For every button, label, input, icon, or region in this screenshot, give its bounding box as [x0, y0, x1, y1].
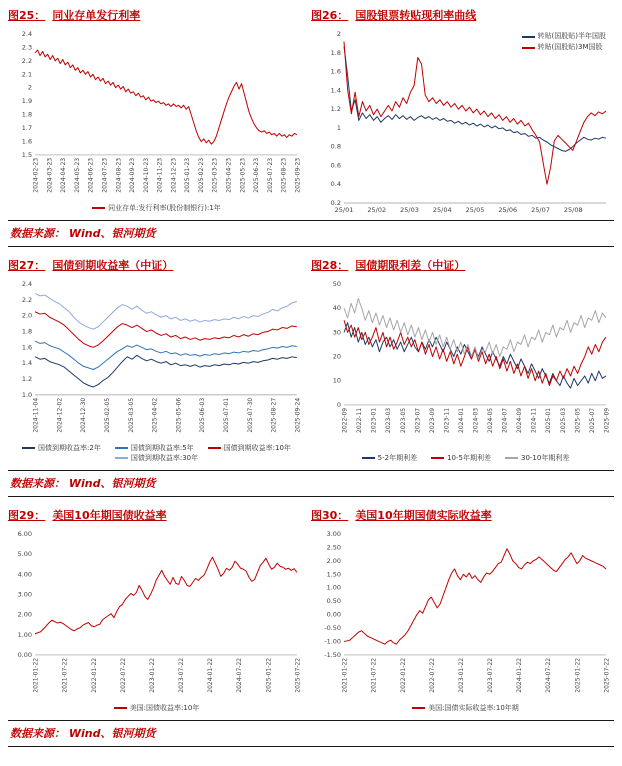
svg-text:1.4: 1.4: [21, 359, 33, 368]
svg-text:25/08: 25/08: [563, 206, 583, 214]
svg-text:0.4: 0.4: [330, 180, 341, 189]
svg-text:1.0: 1.0: [21, 390, 33, 399]
svg-text:2023-09: 2023-09: [428, 407, 436, 433]
svg-text:2022-09: 2022-09: [341, 407, 349, 433]
svg-text:2023-07-22: 2023-07-22: [178, 657, 186, 693]
figure-label: 图26：: [311, 9, 349, 22]
data-source-note: [8, 470, 614, 497]
svg-text:25/02: 25/02: [367, 206, 387, 214]
figure-25-chart: [8, 27, 305, 215]
chart-canvas: [8, 527, 305, 703]
figure-row-1: [8, 6, 614, 247]
svg-text:2: 2: [27, 83, 33, 92]
svg-text:2024-03-23: 2024-03-23: [46, 157, 54, 193]
svg-text:6.00: 6.00: [17, 529, 33, 538]
chart-canvas: [317, 277, 614, 453]
svg-text:2024-07-23: 2024-07-23: [101, 157, 109, 193]
svg-text:4.00: 4.00: [17, 570, 33, 579]
legend-item: [92, 204, 221, 213]
svg-text:2025-07-23: 2025-07-23: [266, 157, 274, 193]
chart-legend: [8, 443, 305, 465]
svg-text:0.2: 0.2: [330, 199, 341, 207]
svg-text:1: 1: [336, 123, 341, 132]
svg-text:2025-07-01: 2025-07-01: [222, 397, 230, 433]
svg-text:0: 0: [336, 400, 342, 409]
figure-27-heading: [8, 256, 311, 277]
chart-canvas: [317, 527, 614, 703]
svg-text:3.00: 3.00: [326, 529, 342, 538]
legend-label: 美国:国债收益率:10年: [129, 703, 200, 712]
svg-text:2025-03-05: 2025-03-05: [127, 397, 135, 433]
svg-text:1.9: 1.9: [21, 97, 33, 106]
legend-label: 国债到期收益率:2年: [38, 443, 101, 452]
svg-text:2024-10-23: 2024-10-23: [142, 157, 150, 193]
svg-text:2022-07-22: 2022-07-22: [119, 657, 127, 693]
legend-swatch: [92, 207, 105, 209]
figure-row-2: [8, 256, 614, 497]
svg-text:25/06: 25/06: [498, 206, 518, 214]
data-source-text: 数据来源： Wind、银河期货: [10, 727, 156, 740]
svg-text:2025-05: 2025-05: [574, 407, 582, 433]
svg-text:2025-04-23: 2025-04-23: [225, 157, 233, 193]
svg-text:2.4: 2.4: [21, 29, 33, 38]
figure-row-2-charts: [8, 277, 614, 465]
svg-text:1.7: 1.7: [21, 124, 33, 133]
svg-text:2025-02-05: 2025-02-05: [104, 397, 112, 433]
legend-swatch: [115, 447, 128, 449]
svg-text:0.00: 0.00: [17, 650, 33, 659]
figure-30-chart: [317, 527, 614, 715]
legend-swatch: [522, 36, 535, 38]
svg-text:2025-07-22: 2025-07-22: [294, 657, 302, 693]
svg-text:2024-11: 2024-11: [530, 407, 538, 433]
chart-canvas: [8, 27, 305, 203]
svg-text:10: 10: [332, 376, 342, 385]
legend-item: [431, 454, 491, 463]
svg-text:2.3: 2.3: [21, 43, 33, 52]
figure-label: 图30：: [311, 509, 349, 522]
svg-text:2025-07: 2025-07: [588, 407, 596, 433]
figure-29-chart: [8, 527, 305, 715]
svg-text:2023-07: 2023-07: [414, 407, 422, 433]
svg-text:1.50: 1.50: [326, 570, 342, 579]
legend-item: [114, 704, 200, 713]
figure-title: 同业存单发行利率: [52, 9, 141, 22]
figure-title: 国股银票转贴现利率曲线: [355, 9, 477, 22]
svg-text:2025-06-23: 2025-06-23: [253, 157, 261, 193]
figure-row-3-charts: [8, 527, 614, 715]
svg-text:2025-09-23: 2025-09-23: [294, 157, 302, 193]
svg-text:-1.00: -1.00: [324, 637, 342, 646]
figure-title: 国债到期收益率（中证）: [52, 259, 174, 272]
svg-text:2024-09-23: 2024-09-23: [129, 157, 137, 193]
svg-text:1.8: 1.8: [21, 110, 33, 119]
svg-text:2022-01-22: 2022-01-22: [90, 657, 98, 693]
svg-text:2025-05-23: 2025-05-23: [239, 157, 247, 193]
legend-swatch: [115, 457, 128, 459]
legend-item: [115, 454, 198, 463]
svg-text:2022-11: 2022-11: [356, 407, 364, 433]
chart-legend: [8, 703, 305, 715]
svg-text:2021-07-22: 2021-07-22: [370, 657, 378, 693]
legend-item: [522, 43, 603, 52]
legend-item: [115, 444, 194, 453]
svg-text:2022-01-22: 2022-01-22: [399, 657, 407, 693]
svg-text:25/05: 25/05: [465, 206, 485, 214]
figure-row-1-titles: [8, 6, 614, 27]
svg-text:2024-05-23: 2024-05-23: [73, 157, 81, 193]
svg-text:2024-06-23: 2024-06-23: [87, 157, 95, 193]
svg-text:2024-12-02: 2024-12-02: [56, 397, 64, 433]
svg-text:2.2: 2.2: [21, 56, 33, 65]
svg-text:2021-01-22: 2021-01-22: [341, 657, 349, 693]
svg-text:2025-01: 2025-01: [545, 407, 553, 433]
svg-text:2023-01-22: 2023-01-22: [457, 657, 465, 693]
svg-text:2021-01-22: 2021-01-22: [32, 657, 40, 693]
chart-legend: [8, 203, 305, 215]
legend-swatch: [412, 707, 425, 709]
svg-text:50: 50: [332, 279, 342, 288]
svg-text:2025-03: 2025-03: [559, 407, 567, 433]
svg-text:2022-07-22: 2022-07-22: [428, 657, 436, 693]
svg-text:0.8: 0.8: [330, 142, 341, 151]
legend-item: [505, 454, 569, 463]
figure-row-3-titles: [8, 506, 614, 527]
svg-text:25/03: 25/03: [400, 206, 419, 214]
figure-27-chart: [8, 277, 305, 465]
svg-text:2024-11-23: 2024-11-23: [156, 157, 164, 193]
legend-swatch: [505, 457, 518, 459]
svg-text:3.00: 3.00: [17, 590, 33, 599]
svg-text:0.50: 0.50: [326, 597, 342, 606]
legend-item: [208, 444, 291, 453]
figure-row-2-titles: [8, 256, 614, 277]
svg-text:2024-11-04: 2024-11-04: [32, 397, 40, 433]
legend-label: 国债到期收益率:10年: [223, 443, 291, 452]
legend-item: [522, 32, 606, 41]
svg-text:2025-07-30: 2025-07-30: [246, 397, 254, 433]
svg-text:2025-08-23: 2025-08-23: [280, 157, 288, 193]
figure-row-1-charts: [8, 27, 614, 215]
svg-text:2: 2: [336, 30, 341, 38]
svg-text:2025-01-23: 2025-01-23: [184, 157, 192, 193]
svg-text:2025-03-23: 2025-03-23: [211, 157, 219, 193]
svg-text:2023-07-22: 2023-07-22: [487, 657, 495, 693]
svg-text:1.2: 1.2: [330, 105, 341, 114]
svg-text:2024-05: 2024-05: [487, 407, 495, 433]
svg-text:1.8: 1.8: [330, 48, 341, 57]
figure-label: 图27：: [8, 259, 46, 272]
svg-text:2025-09: 2025-09: [603, 407, 611, 433]
svg-text:-1.50: -1.50: [324, 650, 342, 659]
data-source-text: 数据来源： Wind、银河期货: [10, 477, 156, 490]
svg-text:2025-01-22: 2025-01-22: [574, 657, 582, 693]
legend-label: 转贴(国股贴)3M国股: [537, 43, 603, 52]
legend-item: [22, 444, 101, 453]
legend-label: 转贴(国股贴)半年国股: [537, 32, 606, 40]
svg-text:2024-12-23: 2024-12-23: [170, 157, 178, 193]
svg-text:1.4: 1.4: [330, 86, 341, 95]
svg-text:2024-01-22: 2024-01-22: [207, 657, 215, 693]
svg-text:2.0: 2.0: [21, 311, 33, 320]
figure-label: 图25：: [8, 9, 46, 22]
data-source-note: [8, 220, 614, 247]
svg-text:2024-08-23: 2024-08-23: [115, 157, 123, 193]
svg-text:2024-07: 2024-07: [501, 407, 509, 433]
svg-text:2024-01: 2024-01: [457, 407, 465, 433]
legend-label: 国债到期收益率:30年: [130, 453, 199, 462]
svg-text:25/04: 25/04: [432, 206, 452, 214]
svg-text:2025-04-02: 2025-04-02: [151, 397, 159, 433]
svg-text:5.00: 5.00: [17, 550, 33, 559]
figure-25-heading: [8, 6, 311, 27]
svg-text:2024-02-23: 2024-02-23: [32, 157, 40, 193]
legend-label: 30-10年期利差: [520, 453, 570, 462]
svg-text:0.6: 0.6: [330, 161, 341, 170]
chart-legend: [522, 32, 606, 52]
svg-text:2.4: 2.4: [21, 279, 33, 288]
svg-text:1.6: 1.6: [330, 67, 341, 76]
svg-text:1.5: 1.5: [21, 150, 33, 159]
svg-text:2023-01: 2023-01: [370, 407, 378, 433]
svg-text:2024-01-22: 2024-01-22: [516, 657, 524, 693]
figure-label: 图29：: [8, 509, 46, 522]
chart-canvas: [317, 27, 614, 215]
chart-legend: [317, 703, 614, 715]
svg-text:2.00: 2.00: [17, 610, 33, 619]
figure-28-chart: [317, 277, 614, 465]
svg-text:2025-01-22: 2025-01-22: [265, 657, 273, 693]
chart-canvas: [8, 277, 305, 443]
legend-item: [362, 454, 417, 463]
legend-label: 美国:国债实际收益率:10年期: [428, 703, 519, 712]
svg-text:2024-04-23: 2024-04-23: [60, 157, 68, 193]
svg-text:30: 30: [332, 328, 342, 337]
svg-text:2025-08-27: 2025-08-27: [270, 397, 278, 433]
legend-item: [412, 704, 519, 713]
figure-29-heading: [8, 506, 311, 527]
svg-text:2025-09-24: 2025-09-24: [294, 397, 302, 433]
figure-title: 国债期限利差（中证）: [355, 259, 466, 272]
svg-text:2025-05-06: 2025-05-06: [175, 397, 183, 433]
svg-text:2024-03: 2024-03: [472, 407, 480, 433]
legend-swatch: [362, 457, 375, 459]
svg-text:2024-09: 2024-09: [516, 407, 524, 433]
svg-text:2024-12-30: 2024-12-30: [80, 397, 88, 433]
figure-26-chart: [317, 27, 614, 215]
figure-title: 美国10年期国债收益率: [52, 509, 167, 522]
svg-text:1.6: 1.6: [21, 343, 33, 352]
svg-text:2025-02-23: 2025-02-23: [197, 157, 205, 193]
chart-legend: [317, 453, 614, 465]
legend-label: 5-2年期利差: [377, 453, 418, 462]
figure-row-3: [8, 506, 614, 747]
legend-swatch: [208, 447, 221, 449]
svg-text:1.00: 1.00: [17, 630, 33, 639]
svg-text:2023-03: 2023-03: [385, 407, 393, 433]
svg-text:40: 40: [332, 304, 342, 313]
svg-text:-0.50: -0.50: [324, 624, 342, 633]
svg-text:0.00: 0.00: [326, 610, 342, 619]
legend-swatch: [522, 47, 535, 49]
svg-text:2.2: 2.2: [21, 295, 33, 304]
svg-text:2024-07-22: 2024-07-22: [545, 657, 553, 693]
svg-text:2023-11: 2023-11: [443, 407, 451, 433]
data-source-note: [8, 720, 614, 747]
legend-label: 国债到期收益率:5年: [130, 443, 194, 452]
svg-text:1.2: 1.2: [21, 375, 33, 384]
data-source-text: 数据来源： Wind、银河期货: [10, 227, 156, 240]
svg-text:25/07: 25/07: [531, 206, 550, 214]
svg-text:2023-01-22: 2023-01-22: [148, 657, 156, 693]
figure-title: 美国10年期国债实际收益率: [355, 509, 492, 522]
svg-text:2.1: 2.1: [21, 70, 33, 79]
svg-text:1.6: 1.6: [21, 137, 33, 146]
figure-label: 图28：: [311, 259, 349, 272]
svg-text:2021-07-22: 2021-07-22: [61, 657, 69, 693]
legend-label: 同业存单:发行利率(股份制银行):1年: [108, 203, 221, 212]
figure-30-heading: [311, 506, 614, 527]
svg-text:20: 20: [332, 352, 342, 361]
legend-swatch: [22, 447, 35, 449]
svg-text:2025-06-03: 2025-06-03: [199, 397, 207, 433]
legend-swatch: [431, 457, 444, 459]
legend-label: 10-5年期利差: [447, 453, 491, 462]
svg-text:2.50: 2.50: [326, 543, 342, 552]
svg-text:25/01: 25/01: [334, 206, 354, 214]
figure-28-heading: [311, 256, 614, 277]
figure-26-heading: [311, 6, 614, 27]
svg-text:2024-07-22: 2024-07-22: [236, 657, 244, 693]
svg-text:2023-05: 2023-05: [399, 407, 407, 433]
svg-text:2.00: 2.00: [326, 556, 342, 565]
svg-text:1.00: 1.00: [326, 583, 342, 592]
svg-text:2025-07-22: 2025-07-22: [603, 657, 611, 693]
legend-swatch: [114, 707, 127, 709]
svg-text:1.8: 1.8: [21, 327, 33, 336]
